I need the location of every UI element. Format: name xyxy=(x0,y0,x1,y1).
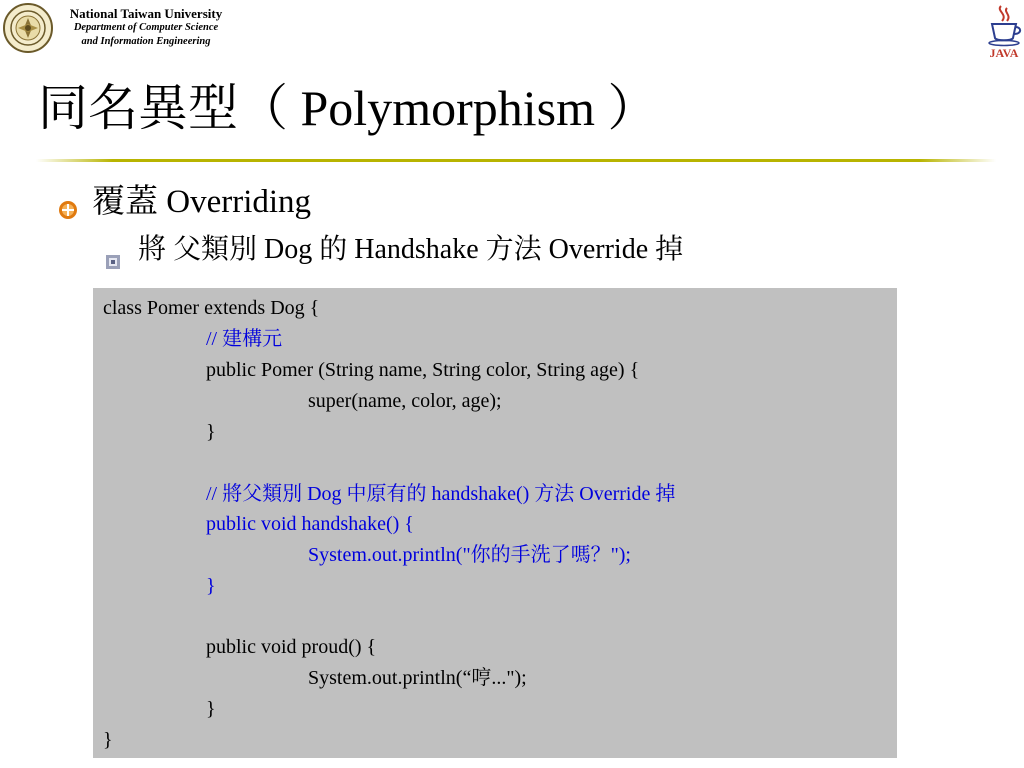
slide-title: 同名異型（ Polymorphism ） xyxy=(38,80,658,136)
code-line: System.out.println("你的手洗了嗎？"); xyxy=(308,544,631,566)
small-square-bullet-icon xyxy=(106,244,120,258)
institution-name: National Taiwan University xyxy=(69,6,223,21)
code-line: super(name, color, age); xyxy=(308,390,502,412)
code-comment: // 將父類別 Dog 中原有的 handshake() 方法 Override 掉 xyxy=(206,483,676,505)
university-seal-icon xyxy=(2,2,54,54)
code-line: } xyxy=(206,698,216,720)
code-block xyxy=(93,288,897,758)
code-line: System.out.println(“哼..."); xyxy=(308,667,527,689)
code-line: } xyxy=(206,421,216,443)
bullet-override-text: 將 父類別 Dog 的 Handshake 方法 Override 掉 xyxy=(138,234,684,265)
code-line: } xyxy=(103,729,113,751)
department-line-2: and Information Engineering xyxy=(81,36,211,47)
department-line-1: Department of Computer Science xyxy=(73,22,219,33)
java-logo-text: JAVA xyxy=(989,46,1019,60)
code-line: } xyxy=(206,575,216,597)
code-line: public Pomer (String name, String color, String age) { xyxy=(206,359,640,381)
java-logo-icon xyxy=(984,2,1024,60)
code-comment: // 建構元 xyxy=(206,328,283,350)
code-line: class Pomer extends Dog { xyxy=(103,297,320,319)
title-divider xyxy=(36,158,996,164)
institution-header xyxy=(58,6,234,49)
code-line: public void handshake() { xyxy=(206,513,414,535)
bullet-overriding-text: 覆蓋 Overriding xyxy=(92,184,312,220)
code-line: public void proud() { xyxy=(206,636,377,658)
orange-circle-bullet-icon xyxy=(58,192,78,212)
